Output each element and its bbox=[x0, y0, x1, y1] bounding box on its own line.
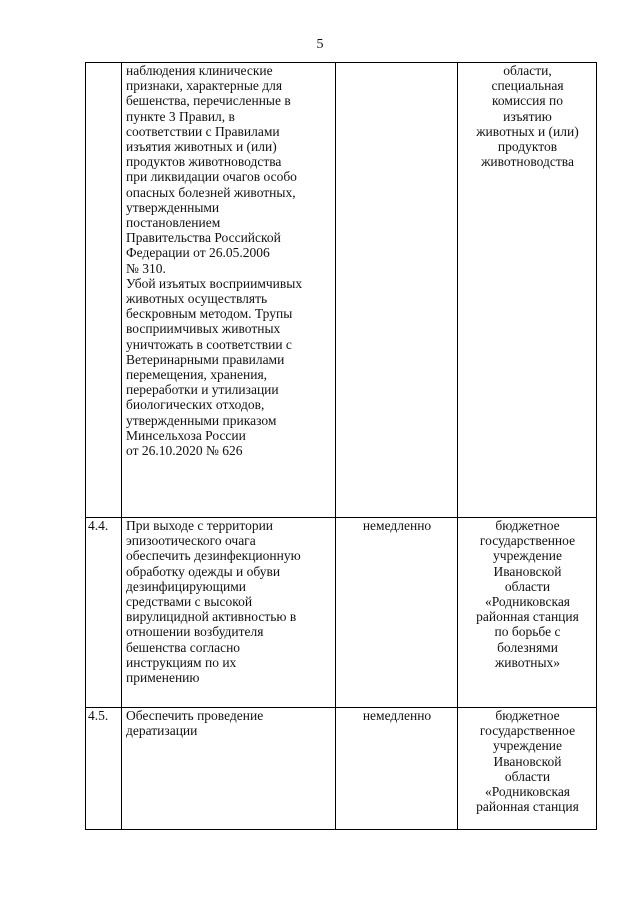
measure-line: Обеспечить проведение bbox=[126, 708, 264, 723]
measure-line: опасных болезней животных, bbox=[126, 184, 296, 200]
deadline-line: немедленно bbox=[362, 518, 432, 533]
measure-line: наблюдения клинические bbox=[126, 63, 273, 78]
measure-line: утвержденными bbox=[126, 199, 220, 215]
measure-line: переработки и утилизации bbox=[126, 382, 279, 398]
row-number-cell bbox=[86, 518, 122, 708]
measure-line: № 310. bbox=[126, 260, 166, 276]
row-number: 4.5. bbox=[88, 708, 109, 723]
responsible-line: комиссия по bbox=[492, 93, 563, 109]
measure-line: изъятия животных и (или) bbox=[126, 139, 277, 155]
responsible-line: области bbox=[504, 578, 551, 594]
measure-line: восприимчивых животных bbox=[126, 321, 281, 337]
measure-cell bbox=[122, 708, 336, 830]
responsible-line: животноводства bbox=[481, 154, 574, 170]
responsible-line: «Родниковская bbox=[484, 784, 571, 800]
measure-cell bbox=[122, 63, 336, 518]
responsible-line: области bbox=[504, 768, 551, 784]
measure-line: при ликвидации очагов особо bbox=[126, 169, 297, 185]
measure-line: применению bbox=[126, 670, 200, 686]
deadline-cell bbox=[336, 63, 458, 518]
measure-line: продуктов животноводства bbox=[126, 154, 282, 170]
responsible-line: государственное bbox=[479, 723, 576, 739]
measure-line: бешенства согласно bbox=[126, 639, 241, 655]
measure-line: Минсельхоза России bbox=[126, 427, 246, 443]
measure-line: биологических отходов, bbox=[126, 397, 265, 413]
responsible-line: бюджетное bbox=[495, 708, 560, 723]
measure-line: бескровным методом. Трупы bbox=[126, 306, 293, 322]
deadline-line: немедленно bbox=[362, 708, 432, 723]
measure-line: средствами с высокой bbox=[126, 594, 253, 610]
responsible-line: изъятию bbox=[503, 108, 552, 124]
measure-line: Ветеринарными правилами bbox=[126, 351, 285, 367]
responsible-line: по борьбе с bbox=[494, 624, 561, 640]
measure-line: бешенства, перечисленные в bbox=[126, 93, 291, 109]
responsible-line: районная станция bbox=[476, 609, 579, 625]
measure-line: Правительства Российской bbox=[126, 230, 281, 246]
responsible-line: животных и (или) bbox=[476, 123, 579, 139]
responsible-line: государственное bbox=[479, 533, 576, 549]
measure-line: уничтожать в соответствии с bbox=[126, 336, 292, 352]
measure-line: вирулицидной активностью в bbox=[126, 609, 297, 625]
row-number: 4.4. bbox=[88, 518, 109, 533]
responsible-line: продуктов bbox=[497, 139, 558, 155]
page-number: 5 bbox=[316, 37, 324, 52]
measure-line: постановлением bbox=[126, 215, 221, 231]
row-number-cell bbox=[86, 708, 122, 830]
responsible-cell bbox=[458, 518, 597, 708]
responsible-line: Ивановской bbox=[493, 563, 562, 579]
measure-line: дератизации bbox=[126, 723, 198, 739]
measure-line: Федерации от 26.05.2006 bbox=[126, 245, 270, 261]
deadline-cell bbox=[336, 708, 458, 830]
responsible-line: специальная bbox=[491, 78, 564, 94]
measure-line: утвержденными приказом bbox=[126, 412, 277, 428]
responsible-line: области, bbox=[503, 63, 552, 78]
measure-line: эпизоотического очага bbox=[126, 533, 256, 549]
measure-line: обеспечить дезинфекционную bbox=[126, 548, 301, 564]
measure-line: Убой изъятых восприимчивых bbox=[126, 275, 303, 291]
deadline-cell bbox=[336, 518, 458, 708]
responsible-line: районная станция bbox=[476, 799, 579, 815]
measure-line: от 26.10.2020 № 626 bbox=[126, 443, 243, 459]
measure-line: дезинфицирующими bbox=[126, 578, 247, 594]
responsible-line: болезнями bbox=[497, 639, 558, 655]
measure-line: перемещения, хранения, bbox=[126, 367, 268, 383]
responsible-line: учреждение bbox=[493, 548, 562, 564]
measure-line: При выходе с территории bbox=[126, 518, 274, 533]
table-row bbox=[86, 63, 597, 518]
measure-line: соответствии с Правилами bbox=[126, 123, 280, 139]
responsible-cell bbox=[458, 708, 597, 830]
table-row bbox=[86, 518, 597, 708]
responsible-line: учреждение bbox=[493, 738, 562, 754]
responsible-line: «Родниковская bbox=[484, 594, 571, 610]
row-number-cell bbox=[86, 63, 122, 518]
measure-line: отношении возбудителя bbox=[126, 624, 264, 640]
responsible-line: Ивановской bbox=[493, 753, 562, 769]
responsible-line: животных» bbox=[494, 654, 561, 670]
measure-line: инструкциям по их bbox=[126, 654, 237, 670]
responsible-cell bbox=[458, 63, 597, 518]
measures-table bbox=[85, 62, 597, 830]
measure-line: пункте 3 Правил, в bbox=[126, 108, 235, 124]
table-row bbox=[86, 708, 597, 830]
measure-line: признаки, характерные для bbox=[126, 78, 283, 94]
measure-line: обработку одежды и обуви bbox=[126, 563, 281, 579]
responsible-line: бюджетное bbox=[495, 518, 560, 533]
measure-cell bbox=[122, 518, 336, 708]
measure-line: животных осуществлять bbox=[126, 291, 268, 307]
